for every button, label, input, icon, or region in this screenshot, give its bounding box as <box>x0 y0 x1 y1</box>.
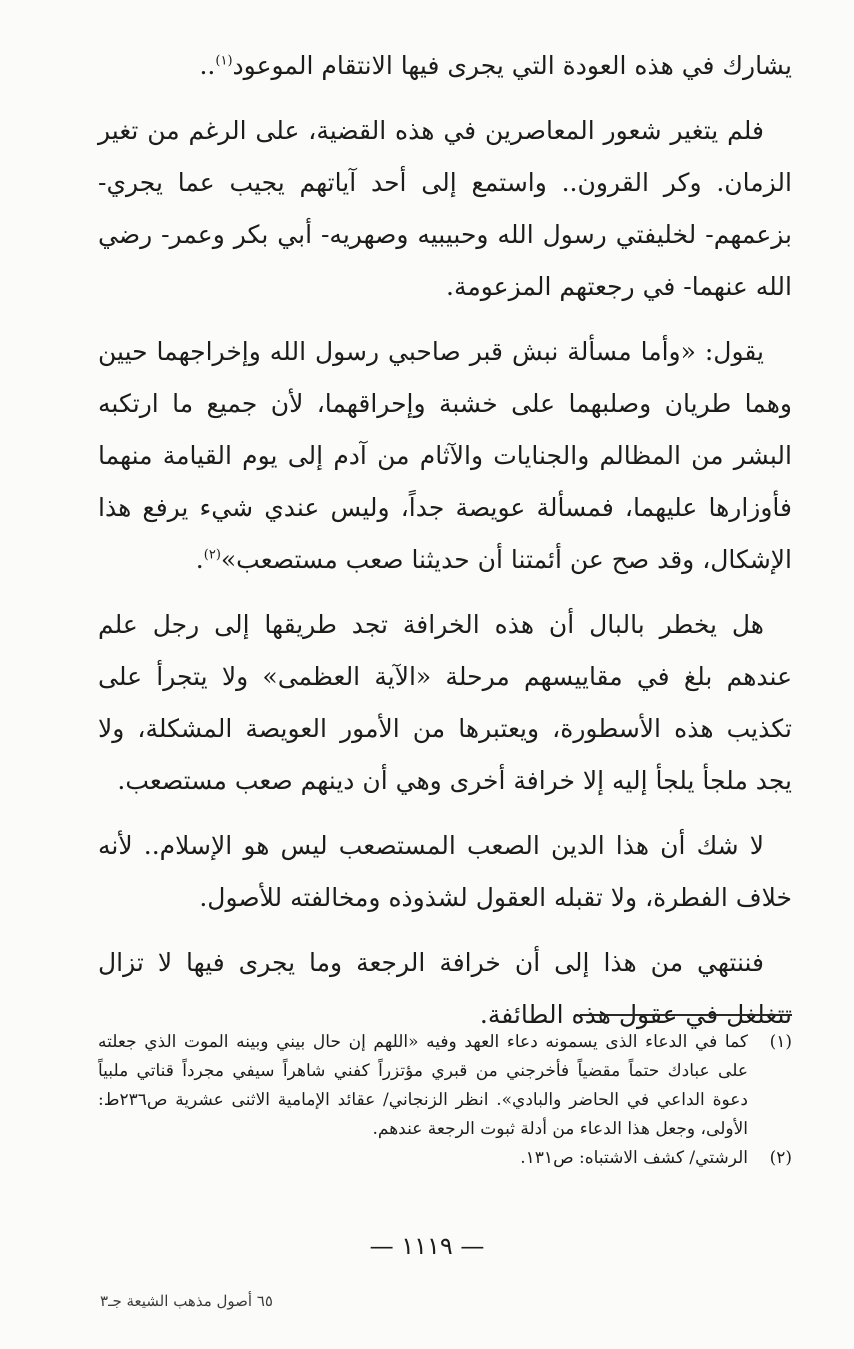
paragraph-5: لا شك أن هذا الدين الصعب المستصعب ليس هو الإسلام.. لأنه خلاف الفطرة، ولا تقبله العقول لشذوذه ومخالفته للأصول. <box>98 831 792 912</box>
paragraph-2: فلم يتغير شعور المعاصرين في هذه القضية، على الرغم من تغير الزمان. وكر القرون.. واستمع إلى أحد آياتهم يجيب عما يجري- بزعمهم- لخليفتي رسول الله وحبيبيه وصهريه- أبي بكر وعمر- رضي الله عنهما- في رجعتهم المزعومة. <box>98 116 792 301</box>
running-footer: ٦٥ أصول مذهب الشيعة جـ٣ <box>100 1292 273 1310</box>
paragraph-3 <box>98 326 792 586</box>
paragraph-3-text: يقول: «وأما مسألة نبش قبر صاحبي رسول الله وإخراجهما حيين وهما طريان وصلبهما على خشبة وإحراقهما، لأن جميع ما ارتكبه البشر من المظالم والجنايات والآثام من آدم إلى يوم القيامة منهما فأوزارها عليهما، فمسألة عويصة جداً، وليس عندي شيء يرفع هذا الإشكال، وقد صح عن أئمتنا أن حديثنا صعب مستصعب» <box>98 337 792 574</box>
page-number: — ١١١٩ — <box>369 1232 485 1260</box>
footnote-2-number: (٢) <box>769 1148 792 1168</box>
paragraph-3-end: . <box>195 545 204 574</box>
footnote-ref-2: (٢) <box>203 547 221 563</box>
footnote-separator <box>580 1014 792 1016</box>
footnote-2-text: الرشتي/ كشف الاشتباه: ص١٣١. <box>520 1148 748 1168</box>
footnote-1-text: كما في الدعاء الذى يسمونه دعاء العهد وفيه «اللهم إن حال بيني وبينه الموت الذي جعلته على عبادك حتماً مقضياً فأخرجني من قبري مؤتزراً كفني شاهراً سيفي مجرداً قناتي ملبياً دعوة الداعي في الحاضر والبادي». انظر الزنجاني/ عقائد الإمامية الاثنى عشرية ص٢٣٦ط: الأولى، وجعل هذا الدعاء من أدلة ثبوت الرجعة عندهم. <box>98 1032 748 1139</box>
footnotes <box>98 1028 792 1173</box>
footnote-1-number: (١) <box>769 1032 792 1052</box>
footnote-ref-1: (١) <box>215 53 233 69</box>
paragraph-1 <box>98 40 792 92</box>
footnote-2 <box>98 1144 792 1173</box>
paragraph-1-text: يشارك في هذه العودة التي يجرى فيها الانتقام الموعود <box>232 51 792 80</box>
page-body <box>98 40 792 1041</box>
paragraph-6: فننتهي من هذا إلى أن خرافة الرجعة وما يجرى فيها لا تزال تتغلغل في عقول هذه الطائفة. <box>98 948 792 1029</box>
paragraph-1-end: .. <box>199 51 216 80</box>
footnote-1 <box>98 1028 792 1144</box>
paragraph-4: هل يخطر بالبال أن هذه الخرافة تجد طريقها إلى رجل علم عندهم بلغ في مقاييسهم مرحلة «الآية العظمى» ولا يتجرأ على تكذيب هذه الأسطورة، ويعتبرها من الأمور العويصة المشكلة، ولا يجد ملجأ يلجأ إليه إلا خرافة أخرى وهي أن دينهم صعب مستصعب. <box>98 610 792 795</box>
